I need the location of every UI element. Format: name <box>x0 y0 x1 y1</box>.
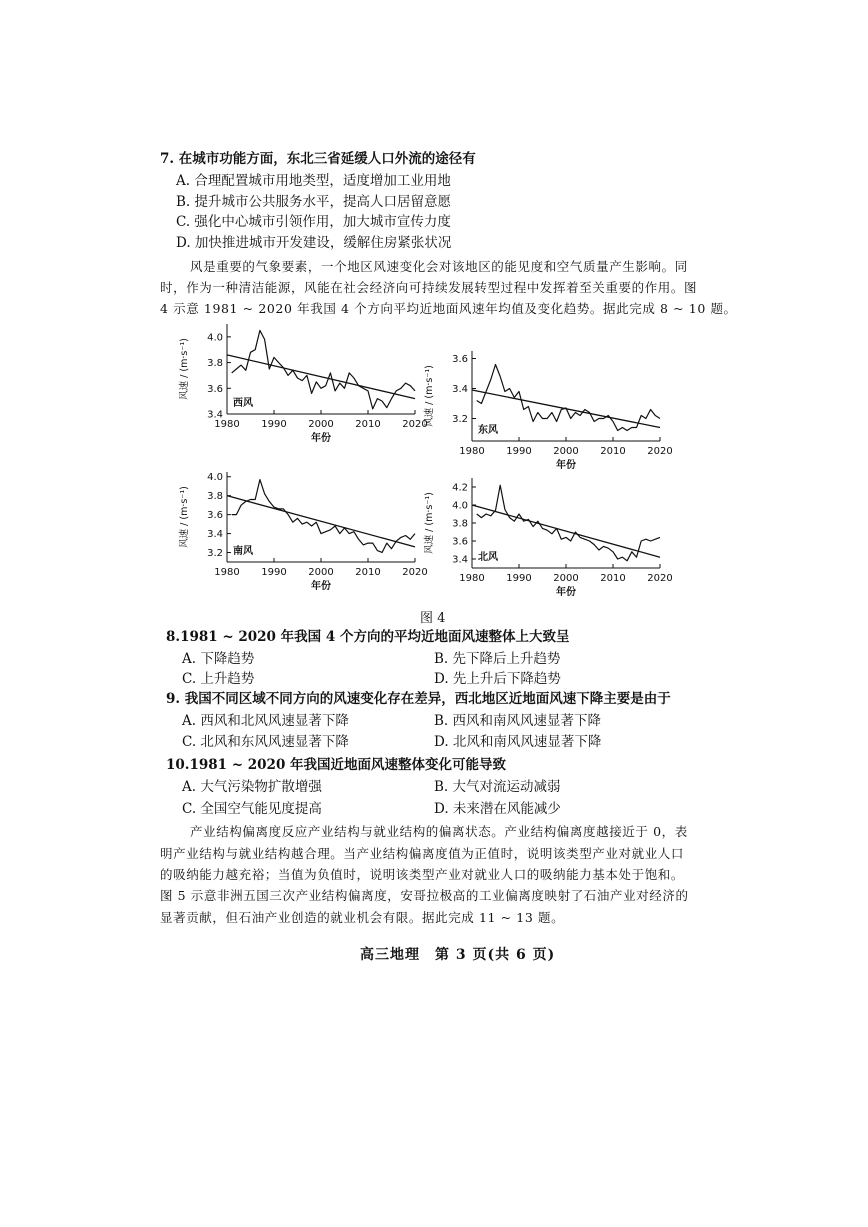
y-axis-label: 风速 / (m·s⁻¹) <box>179 486 190 548</box>
q7-option-c: C. 强化中心城市引领作用，加大城市宣传力度 <box>176 214 451 230</box>
y-tick-label: 3.8 <box>452 518 468 530</box>
y-tick-label: 3.6 <box>452 536 468 548</box>
x-tick-label: 2010 <box>600 446 626 457</box>
chart-east-wind <box>420 345 673 479</box>
y-tick-label: 4.0 <box>207 332 223 344</box>
figure-label: 图 4 <box>420 611 446 626</box>
y-axis-label: 风速 / (m·s⁻¹) <box>179 338 190 400</box>
x-tick-label: 2000 <box>553 573 579 584</box>
q8-option-a: A. 下降趋势 <box>182 651 255 667</box>
x-tick-label: 1990 <box>261 567 287 578</box>
y-tick-label: 3.4 <box>452 384 468 395</box>
chart-west-wind <box>175 318 428 452</box>
x-tick-label: 1990 <box>506 573 532 584</box>
passage2-line1: 产业结构偏离度反应产业结构与就业结构的偏离状态。产业结构偏离度越接近于 0，表 <box>190 824 688 839</box>
passage2-line4: 图 5 示意非洲五国三次产业结构偏离度，安哥拉极高的工业偏离度映射了石油产业对经济的 <box>160 888 689 903</box>
passage1-line3: 4 示意 1981 ~ 2020 年我国 4 个方向平均近地面风速年均值及变化趋势。据此完成 8 ~ 10 题。 <box>160 301 737 316</box>
passage2-line2: 明产业结构与就业结构越合理。当产业结构偏离度值为正值时，说明该类型产业对就业人口 <box>160 846 685 861</box>
x-tick-label: 1980 <box>214 567 240 578</box>
y-tick-label: 3.6 <box>452 354 468 365</box>
wind-direction-annotation: 南风 <box>233 546 253 557</box>
x-tick-label: 2010 <box>600 573 626 584</box>
y-tick-label: 4.0 <box>452 500 468 512</box>
y-tick-label: 3.8 <box>207 491 223 503</box>
x-tick-label: 1980 <box>459 446 485 457</box>
passage1-line1: 风是重要的气象要素，一个地区风速变化会对该地区的能见度和空气质量产生影响。同 <box>190 259 688 274</box>
trend-line <box>227 355 415 399</box>
y-tick-label: 3.6 <box>207 383 223 395</box>
x-tick-label: 2020 <box>647 573 673 584</box>
wind-speed-series-line <box>232 330 415 409</box>
x-tick-label: 2010 <box>355 419 381 430</box>
x-tick-label: 2010 <box>355 567 381 578</box>
trend-line <box>227 496 415 547</box>
x-tick-label: 2000 <box>553 446 579 457</box>
y-tick-label: 3.6 <box>207 510 223 522</box>
q9-stem: 9. 我国不同区域不同方向的风速变化存在差异，西北地区近地面风速下降主要是由于 <box>166 691 671 707</box>
wind-direction-annotation: 北风 <box>478 552 498 563</box>
wind-direction-annotation: 西风 <box>233 398 253 409</box>
y-tick-label: 3.2 <box>452 414 468 425</box>
x-tick-label: 2000 <box>308 567 334 578</box>
q8-stem: 8.1981 ~ 2020 年我国 4 个方向的平均近地面风速整体上大致呈 <box>166 629 570 645</box>
trend-line <box>472 390 660 428</box>
page-footer: 高三地理 第 3 页(共 6 页) <box>360 947 556 963</box>
passage1-line2: 时，作为一种清洁能源，风能在社会经济向可持续发展转型过程中发挥着至关重要的作用。图 <box>160 280 698 295</box>
q8-option-c: C. 上升趋势 <box>182 671 255 687</box>
chart-svg <box>420 472 673 602</box>
y-tick-label: 3.4 <box>207 529 223 541</box>
passage2-line3: 的吸纳能力越充裕；当值为负值时，说明该类型产业对就业人口的吸纳能力基本处于饱和。 <box>160 867 685 882</box>
q10-option-d: D. 未来潜在风能减少 <box>434 801 561 817</box>
x-tick-label: 1980 <box>459 573 485 584</box>
x-axis-label: 年份 <box>311 581 331 592</box>
wind-speed-series-line <box>232 480 415 553</box>
wind-speed-series-line <box>477 365 660 431</box>
y-axis-label: 风速 / (m·s⁻¹) <box>424 492 435 554</box>
chart-svg <box>175 466 428 596</box>
y-tick-label: 3.4 <box>207 409 223 421</box>
x-tick-label: 1980 <box>214 419 240 430</box>
trend-line <box>472 505 660 557</box>
q7-stem: 7. 在城市功能方面，东北三省延缓人口外流的途径有 <box>160 151 476 167</box>
q9-option-c: C. 北风和东风风速显著下降 <box>182 734 349 750</box>
x-axis-label: 年份 <box>556 460 576 471</box>
x-tick-label: 2020 <box>402 419 428 430</box>
passage2-line5: 显著贡献，但石油产业创造的就业机会有限。据此完成 11 ~ 13 题。 <box>160 910 565 925</box>
wind-direction-annotation: 东风 <box>478 425 498 436</box>
q7-option-b: B. 提升城市公共服务水平，提高人口居留意愿 <box>176 194 452 210</box>
y-tick-label: 3.8 <box>207 358 223 370</box>
q10-option-b: B. 大气对流运动减弱 <box>434 779 561 795</box>
x-tick-label: 2020 <box>402 567 428 578</box>
chart-north-wind <box>420 472 673 606</box>
q8-option-b: B. 先下降后上升趋势 <box>434 651 561 667</box>
chart-svg <box>420 345 673 475</box>
x-axis-label: 年份 <box>556 587 576 598</box>
q9-option-d: D. 北风和南风风速显著下降 <box>434 734 602 750</box>
x-tick-label: 1990 <box>506 446 532 457</box>
chart-svg <box>175 318 428 448</box>
x-tick-label: 1990 <box>261 419 287 430</box>
q9-option-b: B. 西风和南风风速显著下降 <box>434 713 602 729</box>
q8-option-d: D. 先上升后下降趋势 <box>434 671 561 687</box>
x-axis-label: 年份 <box>311 433 331 444</box>
y-tick-label: 3.4 <box>452 554 468 566</box>
q10-option-a: A. 大气污染物扩散增强 <box>182 779 322 795</box>
q7-option-d: D. 加快推进城市开发建设，缓解住房紧张状况 <box>176 235 452 251</box>
q10-option-c: C. 全国空气能见度提高 <box>182 801 322 817</box>
x-tick-label: 2020 <box>647 446 673 457</box>
y-axis-label: 风速 / (m·s⁻¹) <box>424 365 435 427</box>
y-tick-label: 3.2 <box>207 548 223 560</box>
q9-option-a: A. 西风和北风风速显著下降 <box>182 713 349 729</box>
q7-option-a: A. 合理配置城市用地类型，适度增加工业用地 <box>176 173 451 189</box>
y-tick-label: 4.2 <box>452 482 468 494</box>
x-tick-label: 2000 <box>308 419 334 430</box>
q10-stem: 10.1981 ~ 2020 年我国近地面风速整体变化可能导致 <box>166 757 507 773</box>
chart-south-wind <box>175 466 428 600</box>
y-tick-label: 4.0 <box>207 472 223 484</box>
